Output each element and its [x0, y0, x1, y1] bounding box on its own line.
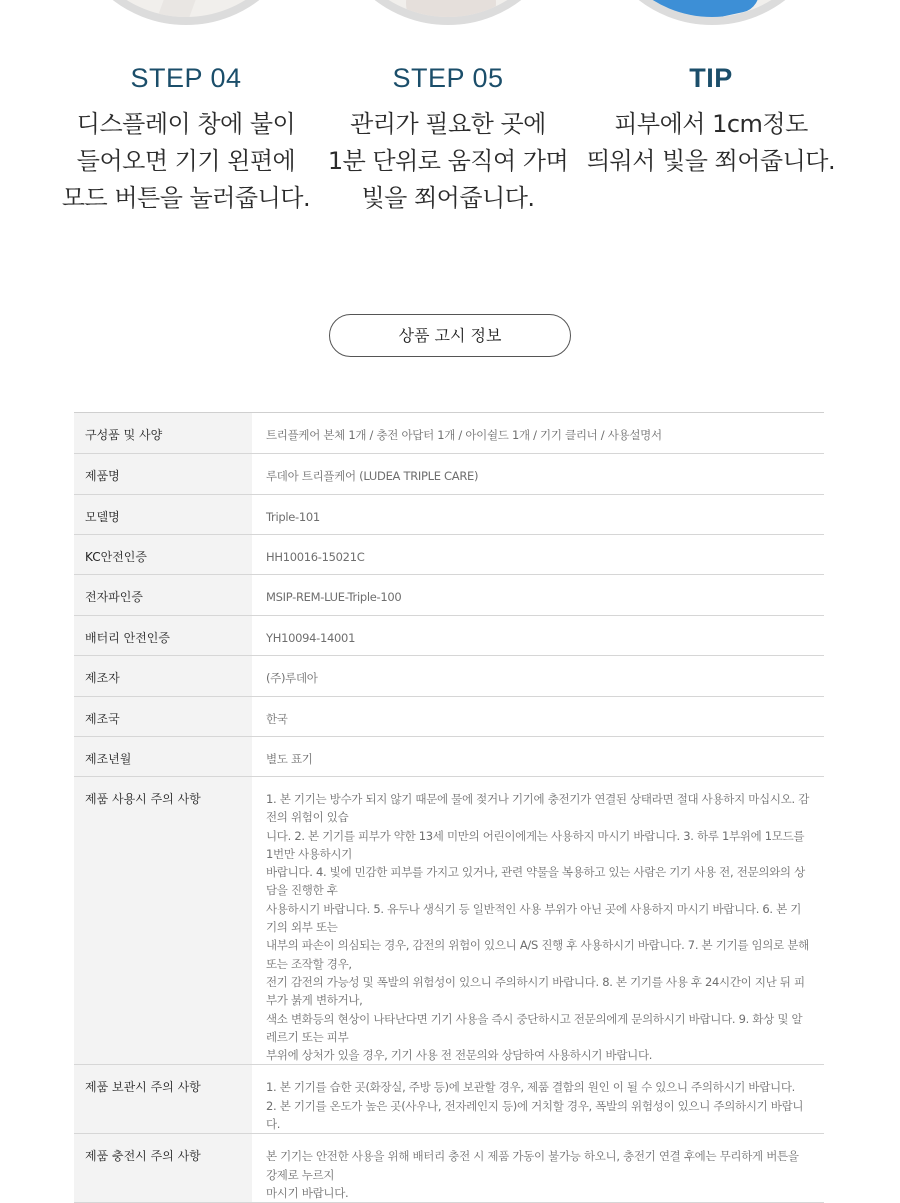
row-value: Triple-101 [252, 495, 824, 535]
step-title: TIP [689, 63, 733, 93]
step-05 [303, 58, 593, 217]
row-value: 루데아 트리플케어 (LUDEA TRIPLE CARE) [252, 454, 824, 495]
row-value: MSIP-REM-LUE-Triple-100 [252, 575, 824, 616]
row-label: 전자파인증 [74, 575, 252, 616]
row-label: 제조자 [74, 656, 252, 697]
table-row [74, 575, 824, 616]
table-row [74, 413, 824, 454]
row-value: 별도 표기 [252, 737, 824, 777]
step-04 [41, 58, 331, 217]
table-row [74, 656, 824, 697]
row-value: 본 기기는 안전한 사용을 위해 배터리 충전 시 제품 가동이 불가능 하오니, 충전기 연결 후에는 무리하게 버튼을 강제로 누르지 마시기 바랍니다. [252, 1134, 824, 1203]
row-label: 제품 사용시 주의 사항 [74, 777, 252, 1065]
row-value: (주)루데아 [252, 656, 824, 697]
row-value: HH10016-15021C [252, 535, 824, 575]
table-row [74, 777, 824, 1065]
step-description: 관리가 필요한 곳에 1분 단위로 움직여 가며 빛을 쬐어줍니다. [327, 110, 569, 212]
step-04-image [66, 0, 306, 25]
row-label: 제품명 [74, 454, 252, 495]
step-05-image [328, 0, 568, 25]
product-notice-button[interactable]: 상품 고시 정보 [329, 314, 571, 357]
table-row [74, 535, 824, 575]
tip [566, 58, 856, 180]
step-description: 피부에서 1cm정도 띄워서 빛을 쬐어줍니다. [586, 110, 836, 175]
product-info-table [74, 412, 824, 1203]
row-label: 구성품 및 사양 [74, 413, 252, 454]
row-label: 제조국 [74, 697, 252, 737]
tip-image [592, 0, 832, 25]
row-value: YH10094-14001 [252, 616, 824, 656]
row-label: KC안전인증 [74, 535, 252, 575]
table-row [74, 616, 824, 656]
step-title: STEP 04 [130, 63, 242, 93]
row-value: 트리플케어 본체 1개 / 충전 아답터 1개 / 아이쉴드 1개 / 기기 클리너 / 사용설명서 [252, 413, 824, 454]
row-label: 모델명 [74, 495, 252, 535]
table-row [74, 454, 824, 495]
row-value: 1. 본 기기를 습한 곳(화장실, 주방 등)에 보관할 경우, 제품 결함의 원인 이 될 수 있으니 주의하시기 바랍니다. 2. 본 기기를 온도가 높은 곳(사우나, 전자레인지 등)에 거치할 경우, 폭발의 위험성이 있으니 주의하시기 바랍니다. [252, 1065, 824, 1134]
row-value: 한국 [252, 697, 824, 737]
table-row [74, 495, 824, 535]
row-label: 배터리 안전인증 [74, 616, 252, 656]
step-title: STEP 05 [392, 63, 504, 93]
row-label: 제조년월 [74, 737, 252, 777]
table-row [74, 1065, 824, 1134]
row-value: 1. 본 기기는 방수가 되지 않기 때문에 물에 젖거나 기기에 충전기가 연결된 상태라면 절대 사용하지 마십시오. 감전의 위험이 있습 니다. 2. 본 기기를 피부가 약한 13세 미만의 어린이에게는 사용하지 마시기 바랍니다. 3. 하루 1부위에 1모드를 1번만 사용하시기 바랍니다. 4. 빛에 민감한 피부를 가지고 있거나, 관련 약물을 복용하고 있는 사람은 기기 사용 전, 전문의와의 상담을 진행한 후 사용하시기 바랍니다. 5. 유두나 생식기 등 일반적인 사용 부위가 아닌 곳에 사용하지 마시기 바랍니다. 6. 본 기기의 외부 또는 내부의 파손이 의심되는 경우, 감전의 위험이 있으니 A/S 진행 후 사용하시기 바랍니다. 7. 본 기기를 임의로 분해 또는 조작할 경우, 전기 감전의 가능성 및 폭발의 위험성이 있으니 주의하시기 바랍니다. 8. 본 기기를 사용 후 24시간이 지난 뒤 피부가 붉게 변하거나, 색소 변화등의 현상이 나타난다면 기기 사용을 즉시 중단하시고 전문의에게 문의하시기 바랍니다. 9. 화상 및 알레르기 또는 피부 부위에 상처가 있을 경우, 기기 사용 전 전문의와 상담하여 사용하시기 바랍니다. [252, 777, 824, 1065]
table-row [74, 697, 824, 737]
table-row [74, 737, 824, 777]
step-description: 디스플레이 창에 불이 들어오면 기기 왼편에 모드 버튼을 눌러줍니다. [61, 110, 311, 212]
table-row [74, 1134, 824, 1203]
row-label: 제품 보관시 주의 사항 [74, 1065, 252, 1134]
row-label: 제품 충전시 주의 사항 [74, 1134, 252, 1203]
